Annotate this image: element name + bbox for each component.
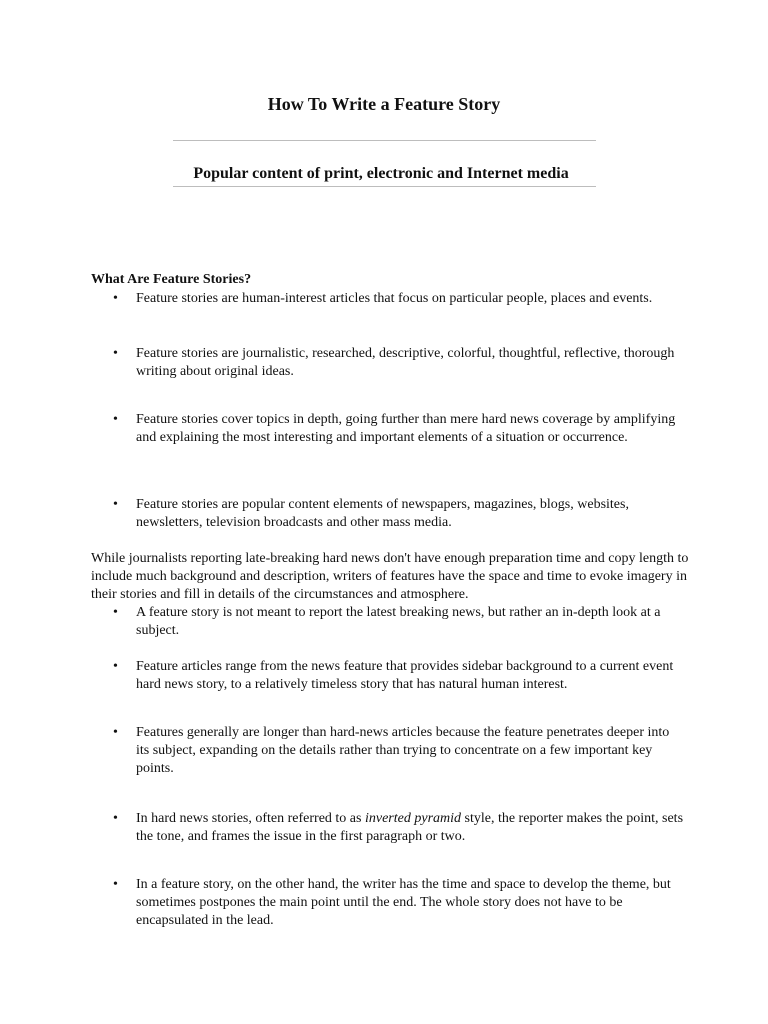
bullet-marker: •: [113, 412, 118, 427]
bullet-marker: •: [113, 659, 118, 674]
list-item-text: Feature stories are popular content elements of newspapers, magazines, blogs, websites, newsletters, television broadcasts and other mass media.: [136, 497, 629, 530]
list-item-text: Feature stories are journalistic, researched, descriptive, colorful, thoughtful, reflective, thorough writing about original ideas.: [136, 346, 675, 379]
list-item-text-lead: In hard news stories, often referred to as: [136, 811, 365, 826]
list-item-text: Features generally are longer than hard-news articles because the feature penetrates deeper into its subject, expanding on the details rather than trying to concentrate on a few important key points.: [136, 725, 670, 776]
list-item-text-tail: style, the reporter makes the point, sets the tone, and frames the issue in the first paragraph or two.: [136, 811, 684, 844]
bullet-marker: •: [113, 497, 118, 512]
bullet-marker: •: [113, 605, 118, 620]
list-item-text: Feature stories are human-interest articles that focus on particular people, places and events.: [136, 291, 653, 306]
bullet-marker: •: [113, 291, 118, 306]
subtitle-underline: [173, 186, 596, 187]
page-title: How To Write a Feature Story: [267, 94, 501, 114]
bullet-marker: •: [113, 346, 118, 361]
emphasis-term: inverted pyramid: [364, 811, 462, 826]
page-subtitle: Popular content of print, electronic and Internet media: [193, 165, 569, 182]
section-heading: What Are Feature Stories?: [91, 272, 252, 287]
list-item-text: A feature story is not meant to report the latest breaking news, but rather an in-depth look at a subject.: [136, 605, 661, 638]
bullet-marker: •: [113, 811, 118, 826]
list-item-text: Feature articles range from the news feature that provides sidebar background to a current event hard news story, to a relatively timeless story that has natural human interest.: [136, 659, 674, 692]
list-item-text: Feature stories cover topics in depth, going further than mere hard news coverage by amplifying and explaining the most interesting and important elements of a situation or occurrence.: [136, 412, 676, 445]
list-item-text: In a feature story, on the other hand, the writer has the time and space to develop the theme, but sometimes postpones the main point until the end. The whole story does not have to be encapsulated in the lead.: [136, 877, 671, 928]
bullet-marker: •: [113, 725, 118, 740]
bullet-marker: •: [113, 877, 118, 892]
body-paragraph: While journalists reporting late-breaking hard news don't have enough preparation time and copy length to include much background and description, writers of features have the space and time to evoke imagery in their stories and fill in details of the circumstances and atmosphere.: [91, 551, 689, 602]
list-item-text: [136, 810, 684, 846]
title-divider: [173, 140, 596, 141]
